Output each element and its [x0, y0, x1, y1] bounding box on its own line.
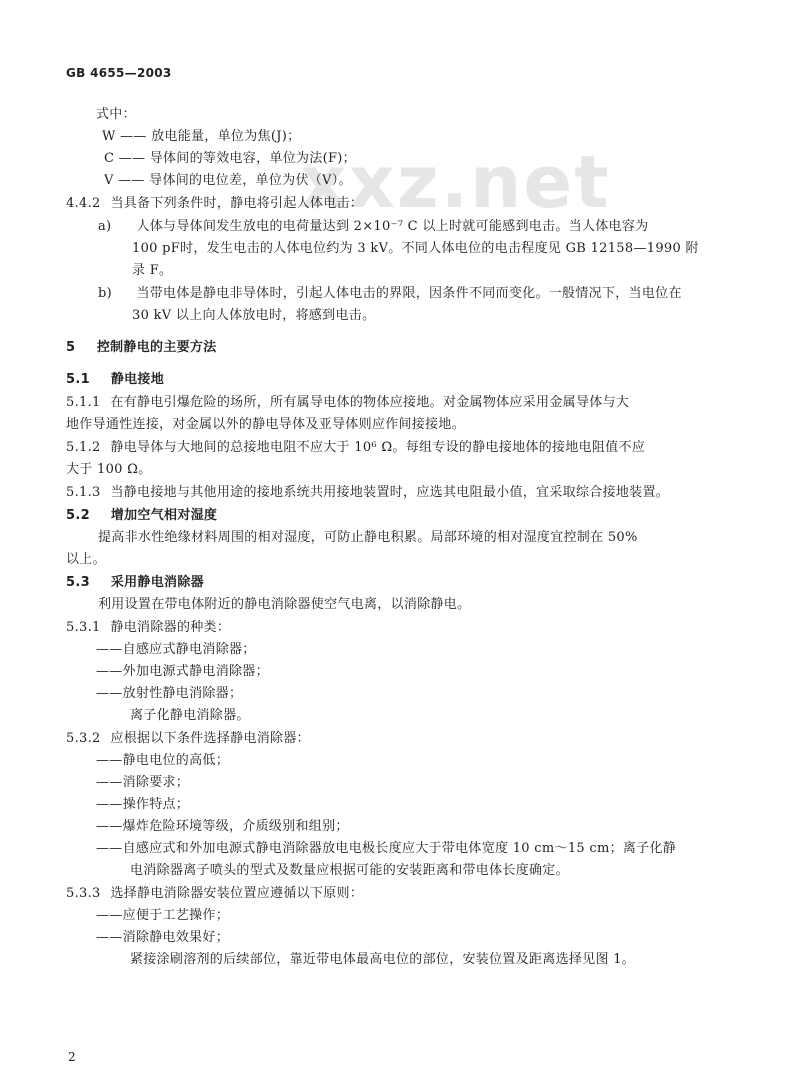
item-text: 当带电体是静电非导体时，引起人体电击的界限，因条件不同而变化。一般情况下，当电位在: [136, 286, 682, 301]
list-item: ——应便于工艺操作；: [96, 908, 229, 923]
clause-text: 在有静电引爆危险的场所，所有属导电体的物体应接地。对金属物体应采用金属导体与大: [110, 395, 630, 410]
clause-text: 静电导体与大地间的总接地电阻不应大于 10⁶ Ω。每组专设的静电接地体的接地电阻值不应: [110, 440, 646, 455]
text-line: 大于 100 Ω。: [66, 462, 152, 477]
list-item: ——消除要求；: [96, 775, 190, 790]
clause-number: 4.4.2: [66, 196, 101, 211]
item-label: a): [98, 219, 112, 234]
list-item: ——消除静电效果好；: [96, 930, 229, 945]
clause-number: 5.1.1: [66, 395, 101, 410]
section-title: 控制静电的主要方法: [96, 340, 217, 355]
clause-5-1-1: [66, 394, 629, 412]
section-5-3-heading: [66, 574, 204, 592]
section-number: 5.3: [66, 575, 90, 590]
text-line: C —— 导体间的等效电容，单位为法(F)；: [104, 151, 356, 166]
clause-5-1-2: [66, 439, 645, 457]
section-title: 静电接地: [110, 372, 165, 387]
clause-number: 5.3.1: [66, 620, 101, 635]
text-line: 100 pF时，发生电击的人体电位约为 3 kV。不同人体电位的电击程度见 GB 12158—1990 附: [132, 241, 699, 256]
clause-5-1-3: [66, 484, 669, 502]
list-item: ——自感应式静电消除器；: [96, 642, 256, 657]
list-item: ——放射性静电消除器；: [96, 686, 243, 701]
item-text: 人体与导体间发生放电的电荷量达到 2×10⁻⁷ C 以上时就可能感到电击。当人体电容为: [136, 219, 649, 234]
text-line: 式中：: [96, 107, 136, 122]
clause-text: 当具备下列条件时，静电将引起人体电击：: [110, 196, 364, 211]
list-item: 离子化静电消除器。: [130, 708, 250, 723]
clause-number: 5.3.3: [66, 886, 101, 901]
section-number: 5: [66, 340, 76, 355]
section-number: 5.1: [66, 372, 90, 387]
text-line: 以上。: [66, 552, 106, 567]
clause-number: 5.3.2: [66, 731, 101, 746]
text-line: 地作导通性连接，对金属以外的静电导体及亚导体则应作间接接地。: [66, 417, 466, 432]
text-line: W —— 放电能量，单位为焦(J)；: [102, 129, 301, 144]
clause-number: 5.1.3: [66, 485, 101, 500]
section-title: 增加空气相对湿度: [110, 508, 218, 523]
list-item: ——自感应式和外加电源式静电消除器放电电极长度应大于带电体宽度 10 cm～15 cm；离子化静: [96, 841, 677, 856]
text-line: 利用设置在带电体附近的静电消除器使空气电离，以消除静电。: [98, 597, 471, 612]
section-5-1-heading: [66, 371, 164, 389]
list-item: ——外加电源式静电消除器；: [96, 664, 269, 679]
list-item: ——爆炸危险环境等级，介质级别和组别；: [96, 819, 349, 834]
list-item: ——操作特点；: [96, 797, 190, 812]
list-item: ——静电电位的高低；: [96, 753, 229, 768]
text-line: 电消除器离子喷头的型式及数量应根据可能的安装距离和带电体长度确定。: [130, 863, 569, 878]
clause-text: 静电消除器的种类：: [110, 620, 231, 635]
clause-4-4-2: [66, 195, 363, 213]
text-line: 录 F。: [132, 263, 173, 278]
clause-text: 当静电接地与其他用途的接地系统共用接地装置时，应选其电阻最小值，宜采取综合接地装置。: [110, 485, 670, 500]
item-b: [98, 285, 682, 303]
item-a: [98, 218, 648, 236]
page-number: 2: [68, 1050, 76, 1064]
clause-number: 5.1.2: [66, 440, 101, 455]
watermark: xxz.net: [300, 140, 611, 224]
item-label: b): [98, 286, 112, 301]
clause-text: 应根据以下条件选择静电消除器：: [110, 731, 310, 746]
clause-5-3-2: [66, 730, 310, 748]
text-line: 30 kV 以上向人体放电时，将感到电击。: [132, 308, 376, 323]
clause-text: 选择静电消除器安装位置应遵循以下原则：: [110, 886, 364, 901]
section-5-heading: [66, 339, 217, 357]
clause-5-3-3: [66, 885, 363, 903]
text-line: 紧接涂刷溶剂的后续部位，靠近带电体最高电位的部位，安装位置及距离选择见图 1。: [130, 952, 636, 967]
text-line: V —— 导体间的电位差，单位为伏（V）。: [104, 173, 352, 188]
section-5-2-heading: [66, 507, 217, 525]
section-number: 5.2: [66, 508, 90, 523]
clause-5-3-1: [66, 619, 230, 637]
standard-code: GB 4655—2003: [66, 66, 172, 80]
text-line: 提高非水性绝缘材料周围的相对湿度，可防止静电积累。局部环境的相对湿度宜控制在 50%: [98, 530, 638, 545]
section-title: 采用静电消除器: [110, 575, 204, 590]
